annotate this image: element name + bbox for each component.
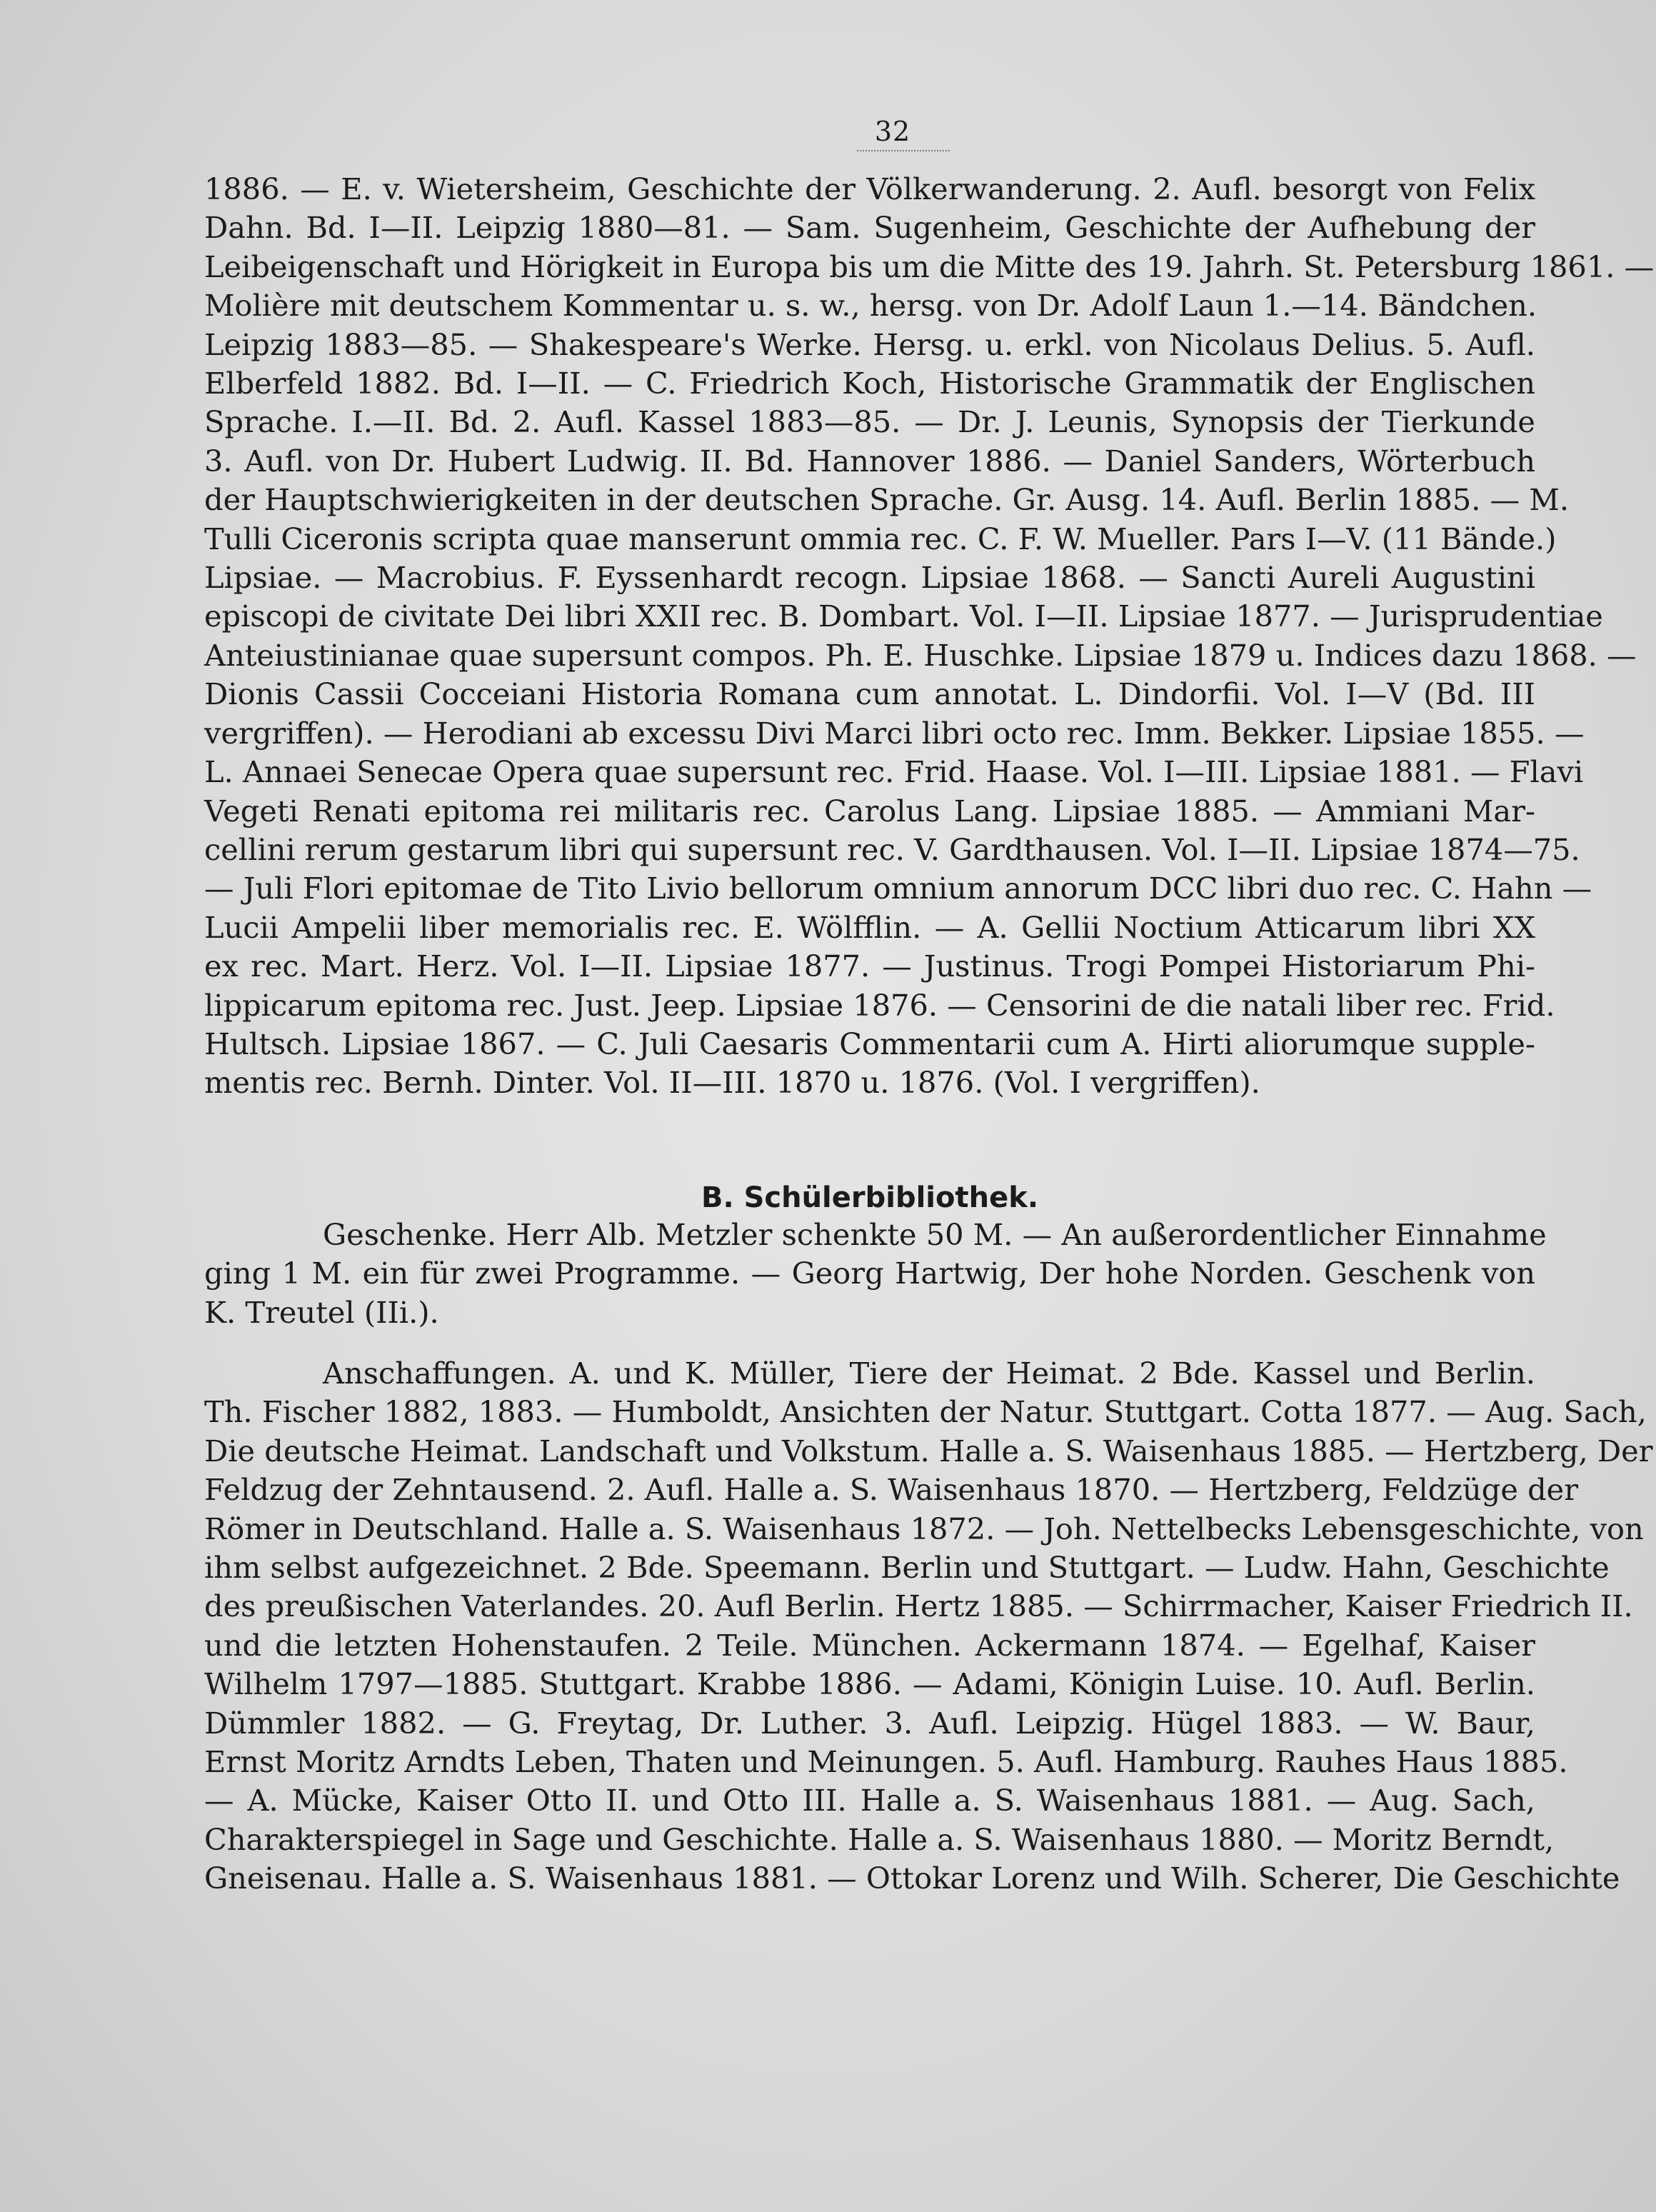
text-line: Charakterspiegel in Sage und Geschichte. Halle a. S. Waisenhaus 1880. — Moritz Berndt, — [204, 1821, 1555, 1857]
text-line: vergriffen). — Herodiani ab excessu Divi Marci libri octo rec. Imm. Bekker. Lipsiae 1855. — — [204, 715, 1585, 751]
text-line: Leibeigenschaft und Hörigkeit in Europa bis um die Mitte des 19. Jahrh. St. Petersburg 1861. — — [204, 249, 1655, 284]
text-line: lippicarum epitoma rec. Just. Jeep. Lipsiae 1876. — Censorini de die natali liber rec. Frid. — [204, 987, 1555, 1023]
section-heading: B. Schülerbibliothek. — [701, 1181, 1039, 1214]
text-line: Dionis Cassii Cocceiani Historia Romana cum annotat. L. Dindorfii. Vol. I—V (Bd. III — [204, 676, 1535, 712]
text-line: Anschaffungen. A. und K. Müller, Tiere der Heimat. 2 Bde. Kassel und Berlin. — [323, 1356, 1535, 1391]
text-line: Lucii Ampelii liber memorialis rec. E. Wölfflin. — A. Gellii Noctium Atticarum libri XX — [204, 909, 1535, 945]
text-line: K. Treutel (IIi.). — [204, 1294, 439, 1330]
text-line: mentis rec. Bernh. Dinter. Vol. II—III. 1870 u. 1876. (Vol. I vergriffen). — [204, 1065, 1260, 1101]
text-line: Gneisenau. Halle a. S. Waisenhaus 1881. — Ottokar Lorenz und Wilh. Scherer, Die Geschichte — [204, 1861, 1620, 1896]
text-line: 1886. — E. v. Wietersheim, Geschichte der Völkerwanderung. 2. Aufl. besorgt von Felix — [204, 171, 1535, 206]
text-line: Elberfeld 1882. Bd. I—II. — C. Friedrich Koch, Historische Grammatik der Englischen — [204, 366, 1535, 401]
text-line: und die letzten Hohenstaufen. 2 Teile. München. Ackermann 1874. — Egelhaf, Kaiser — [204, 1627, 1535, 1663]
text-line: Die deutsche Heimat. Landschaft und Volkstum. Halle a. S. Waisenhaus 1885. — Hertzberg, Der — [204, 1433, 1653, 1468]
text-line: 3. Aufl. von Dr. Hubert Ludwig. II. Bd. Hannover 1886. — Daniel Sanders, Wörterbuch — [204, 443, 1535, 479]
bibliography-paragraph — [204, 170, 1655, 1103]
text-line: des preußischen Vaterlandes. 20. Aufl Berlin. Hertz 1885. — Schirrmacher, Kaiser Friedrich II. — [204, 1588, 1633, 1624]
text-line: ex rec. Mart. Herz. Vol. I—II. Lipsiae 1877. — Justinus. Trogi Pompei Historiarum Phi- — [204, 949, 1535, 984]
text-line: — A. Mücke, Kaiser Otto II. und Otto III. Halle a. S. Waisenhaus 1881. — Aug. Sach, — [204, 1783, 1535, 1818]
text-line: Lipsiae. — Macrobius. F. Eyssenhardt recogn. Lipsiae 1868. — Sancti Aureli Augustini — [204, 560, 1535, 596]
page-number: 32 — [874, 116, 911, 147]
text-line: L. Annaei Senecae Opera quae supersunt rec. Frid. Haase. Vol. I—III. Lipsiae 1881. — Flavi — [204, 754, 1584, 790]
text-line: Molière mit deutschem Kommentar u. s. w., hersg. von Dr. Adolf Laun 1.—14. Bändchen. — [204, 288, 1537, 324]
text-line: Leipzig 1883—85. — Shakespeare's Werke. Hersg. u. erkl. von Nicolaus Delius. 5. Aufl. — [204, 326, 1535, 362]
text-line: cellini rerum gestarum libri qui supersunt rec. V. Gardthausen. Vol. I—II. Lipsiae 1874—75. — [204, 831, 1580, 867]
text-line: Sprache. I.—II. Bd. 2. Aufl. Kassel 1883—85. — Dr. J. Leunis, Synopsis der Tierkunde — [204, 404, 1535, 440]
text-line: — Juli Flori epitomae de Tito Livio bellorum omnium annorum DCC libri duo rec. C. Hahn — — [204, 871, 1592, 906]
text-line: Feldzug der Zehntausend. 2. Aufl. Halle a. S. Waisenhaus 1870. — Hertzberg, Feldzüge der — [204, 1472, 1579, 1508]
text-line: Geschenke. Herr Alb. Metzler schenkte 50 M. — An außerordentlicher Einnahme — [323, 1217, 1547, 1252]
text-line: Hultsch. Lipsiae 1867. — C. Juli Caesaris Commentarii cum A. Hirti aliorumque supple- — [204, 1026, 1535, 1061]
page-number-rule — [857, 150, 950, 151]
text-line: Römer in Deutschland. Halle a. S. Waisenhaus 1872. — Joh. Nettelbecks Lebensgeschichte, von — [204, 1511, 1644, 1546]
text-line: Th. Fischer 1882, 1883. — Humboldt, Ansichten der Natur. Stuttgart. Cotta 1877. — Aug. Sach, — [204, 1394, 1647, 1430]
text-line: Wilhelm 1797—1885. Stuttgart. Krabbe 1886. — Adami, Königin Luise. 10. Aufl. Berlin. — [204, 1666, 1535, 1702]
text-line: Anteiustinianae quae supersunt compos. Ph. E. Huschke. Lipsiae 1879 u. Indices dazu 1868. — — [204, 637, 1637, 673]
text-line: Dümmler 1882. — G. Freytag, Dr. Luther. 3. Aufl. Leipzig. Hügel 1883. — W. Baur, — [204, 1705, 1535, 1741]
text-line: ging 1 M. ein für zwei Programme. — Georg Hartwig, Der hohe Norden. Geschenk von — [204, 1256, 1535, 1291]
text-line: episcopi de civitate Dei libri XXII rec. B. Dombart. Vol. I—II. Lipsiae 1877. — Jurisprudentiae — [204, 599, 1603, 634]
text-line: Tulli Ciceronis scripta quae manserunt ommia rec. C. F. W. Mueller. Pars I—V. (11 Bände.) — [204, 521, 1557, 556]
text-line: ihm selbst aufgezeichnet. 2 Bde. Speemann. Berlin und Stuttgart. — Ludw. Hahn, Geschichte — [204, 1550, 1610, 1586]
purchases-paragraph — [204, 1354, 1653, 1898]
text-line: der Hauptschwierigkeiten in der deutschen Sprache. Gr. Ausg. 14. Aufl. Berlin 1885. — M. — [204, 482, 1570, 518]
text-line: Dahn. Bd. I—II. Leipzig 1880—81. — Sam. Sugenheim, Geschichte der Aufhebung der — [204, 210, 1535, 246]
text-line: Vegeti Renati epitoma rei militaris rec. Carolus Lang. Lipsiae 1885. — Ammiani Mar- — [204, 793, 1535, 829]
text-line: Ernst Moritz Arndts Leben, Thaten und Meinungen. 5. Aufl. Hamburg. Rauhes Haus 1885. — [204, 1744, 1568, 1780]
gifts-paragraph — [204, 1216, 1547, 1332]
